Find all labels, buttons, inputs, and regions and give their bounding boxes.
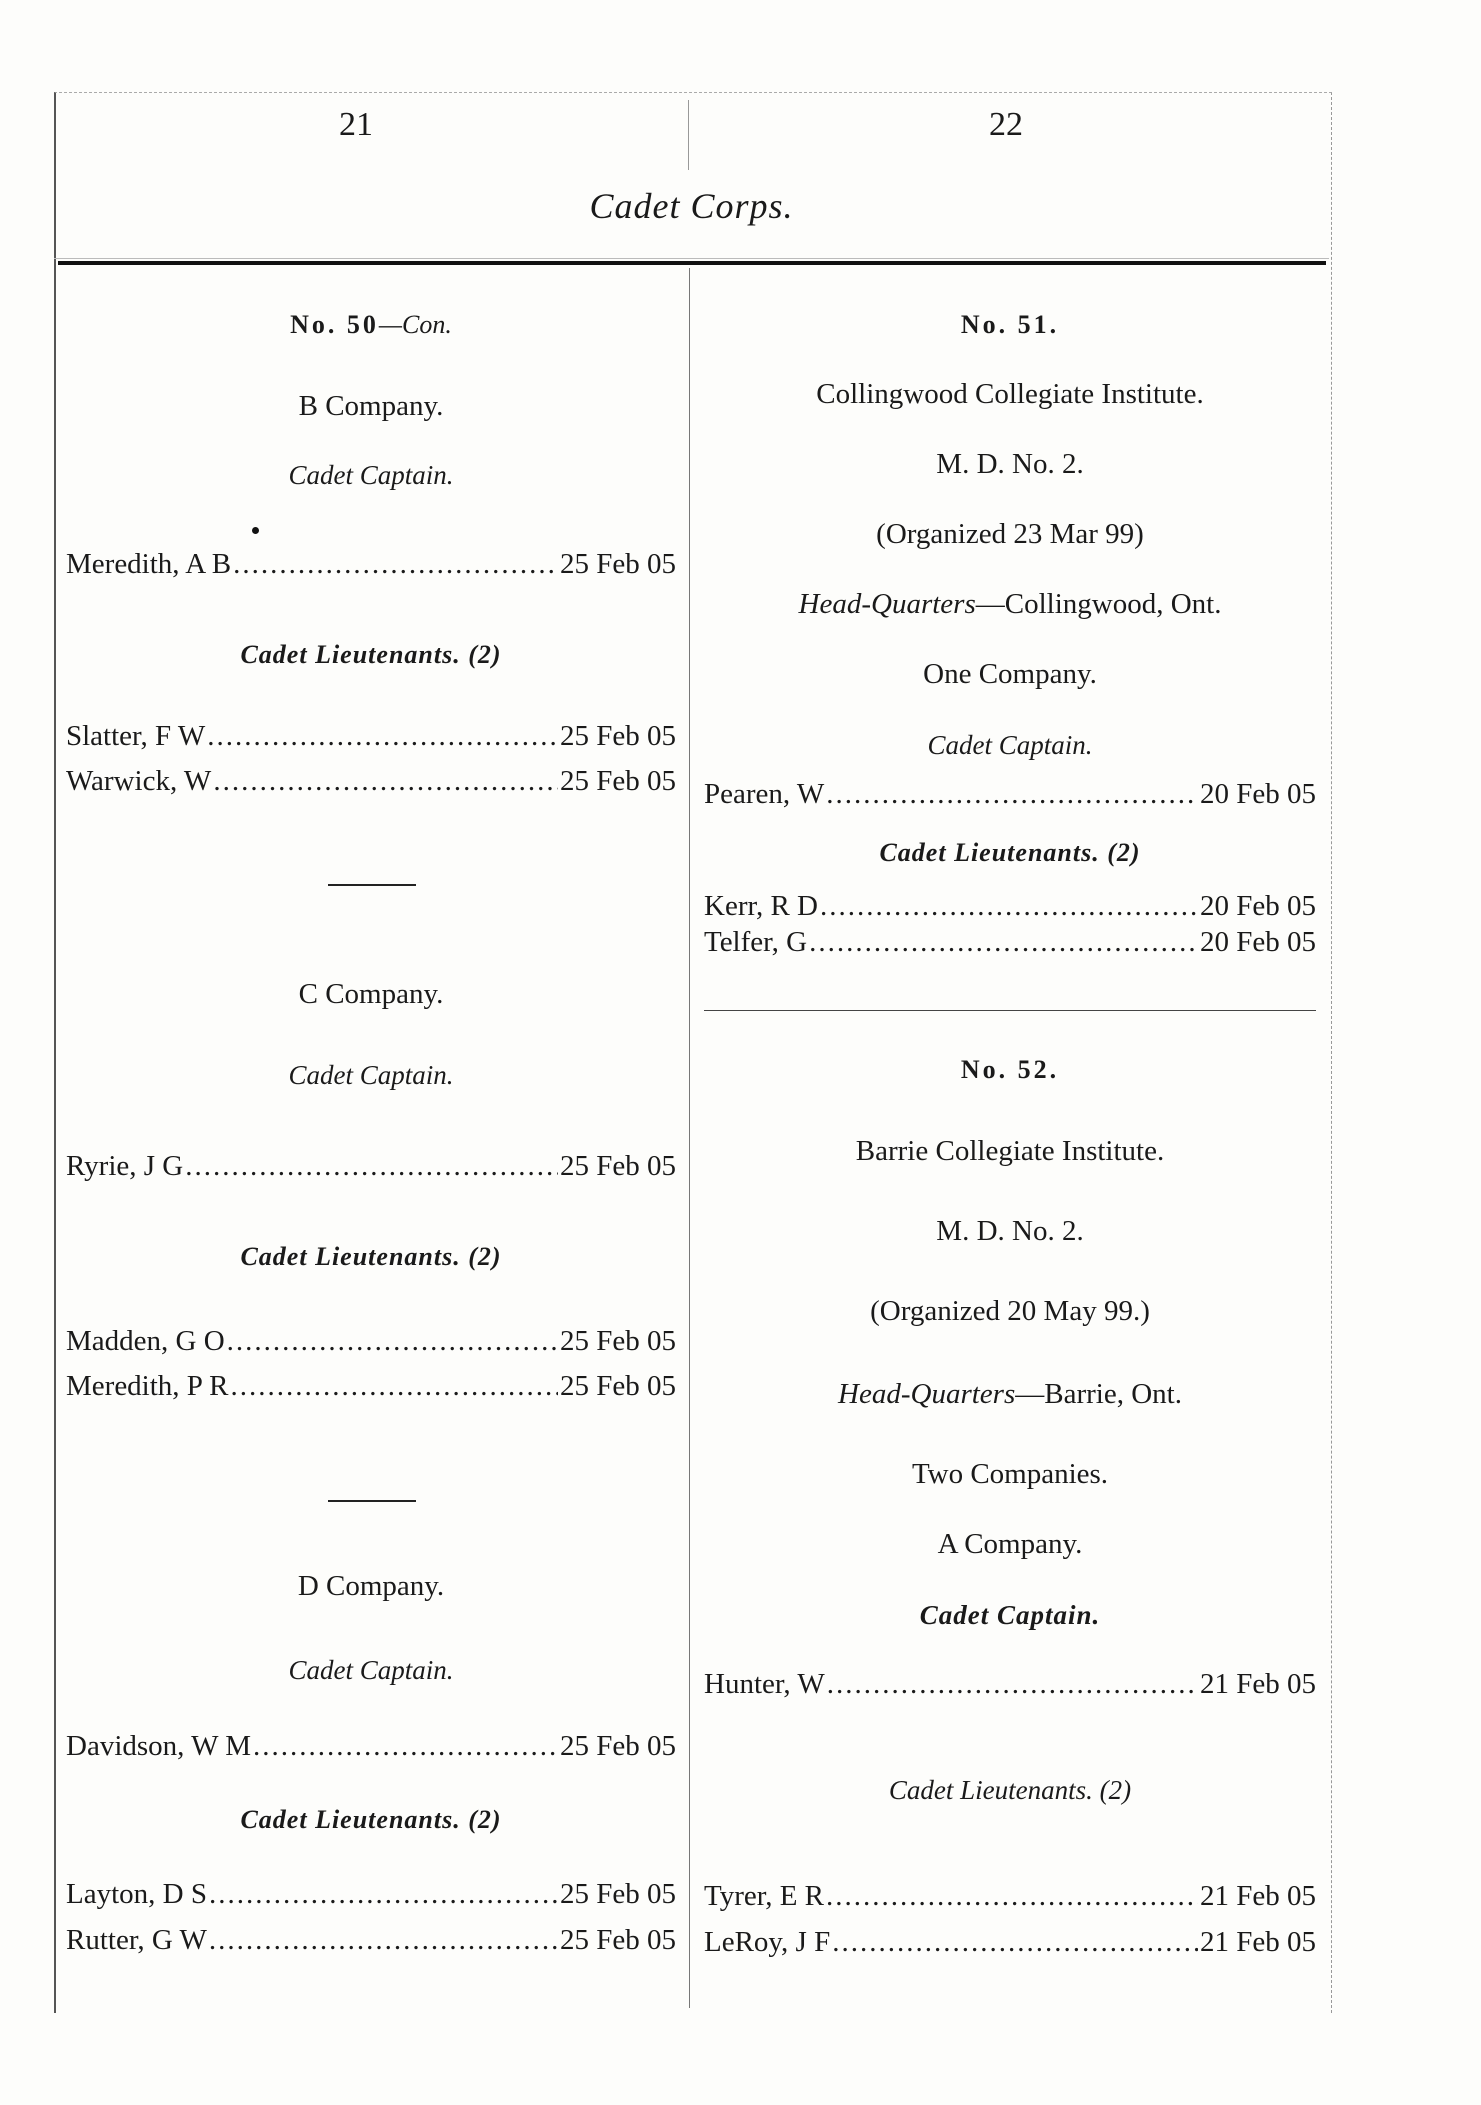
unit-52-lieutenants-heading: Cadet Lieutenants. (2) (888, 1775, 1132, 1805)
entry-name: LeRoy, J F (704, 1926, 831, 1958)
unit-52-companies: Two Companies. (911, 1458, 1109, 1490)
leader-dots (826, 778, 1198, 811)
unit-51-companies: One Company. (923, 658, 1097, 690)
entry-name: Kerr, R D (704, 890, 819, 922)
unit-52-headquarters (704, 1378, 1316, 1411)
entry-name: Hunter, W (704, 1668, 825, 1700)
entry-name: Tyrer, E R (704, 1880, 825, 1912)
unit-52-lieutenant-entry (704, 1880, 1316, 1913)
c-company-captain-entry (66, 1150, 676, 1183)
leader-dots (230, 1370, 558, 1403)
unit-number-heading (66, 310, 676, 340)
leader-dots (227, 1325, 558, 1358)
leader-dots (827, 1668, 1198, 1701)
unit-51-captain-entry (704, 778, 1316, 811)
d-company-lieutenants-heading: Cadet Lieutenants. (2) (240, 1805, 502, 1834)
c-company-lieutenants-heading: Cadet Lieutenants. (2) (240, 1242, 502, 1271)
entry-date: 25 Feb 05 (560, 1878, 676, 1910)
leader-dots (185, 1150, 558, 1183)
entry-name: Pearen, W (704, 778, 825, 810)
hq-label: Head-Quarters (798, 588, 976, 620)
unit-continued: —Con. (378, 310, 452, 339)
entry-date: 21 Feb 05 (1200, 1880, 1316, 1912)
leader-dots (209, 1878, 558, 1911)
unit-52-institution: Barrie Collegiate Institute. (855, 1135, 1165, 1167)
unit-51-headquarters (704, 588, 1316, 621)
entry-date: 25 Feb 05 (560, 548, 676, 580)
leader-dots (832, 1926, 1198, 1959)
unit-51-lieutenant-entry (704, 890, 1316, 923)
header-rule-thick (58, 261, 1326, 265)
unit-51-organized: (Organized 23 Mar 99) (876, 518, 1144, 550)
c-company-lieutenant-entry (66, 1325, 676, 1358)
unit-number: No. 50 (290, 310, 379, 339)
entry-name: Madden, G O (66, 1325, 225, 1357)
unit-51-lieutenants-heading: Cadet Lieutenants. (2) (879, 838, 1141, 867)
entry-name: Slatter, F W (66, 720, 206, 752)
page-number-left: 21 (339, 106, 373, 143)
header-rule-thin (54, 258, 1329, 259)
c-company-captain-heading: Cadet Captain. (288, 1060, 454, 1090)
leader-dots (809, 926, 1198, 959)
b-company-lieutenant-entry (66, 765, 676, 798)
entry-date: 21 Feb 05 (1200, 1926, 1316, 1958)
d-company-lieutenant-entry (66, 1924, 676, 1957)
entry-name: Warwick, W (66, 765, 212, 797)
leader-dots (820, 890, 1198, 923)
unit-51-captain-heading: Cadet Captain. (927, 730, 1093, 760)
entry-date: 20 Feb 05 (1200, 926, 1316, 958)
unit-51-lieutenant-entry (704, 926, 1316, 959)
entry-name: Meredith, A B (66, 548, 232, 580)
unit-51-number: No. 51. (960, 310, 1060, 339)
unit-52-number: No. 52. (960, 1055, 1060, 1084)
leader-dots (253, 1730, 558, 1763)
leader-dots (826, 1880, 1198, 1913)
d-company-lieutenant-entry (66, 1878, 676, 1911)
entry-name: Telfer, G (704, 926, 808, 958)
unit-52-captain-entry (704, 1668, 1316, 1701)
leader-dots (213, 765, 558, 798)
c-company-heading: C Company. (298, 978, 444, 1010)
unit-52-a-company: A Company. (937, 1528, 1083, 1560)
unit-52-lieutenant-entry (704, 1926, 1316, 1959)
page-number-row (54, 92, 1329, 172)
section-separator (328, 884, 416, 886)
hq-label: Head-Quarters (838, 1378, 1016, 1410)
page-title: Cadet Corps. (589, 186, 794, 226)
entry-name: Layton, D S (66, 1878, 207, 1910)
section-separator (328, 1500, 416, 1502)
entry-date: 25 Feb 05 (560, 1924, 676, 1956)
unit-51-district: M. D. No. 2. (936, 448, 1084, 480)
d-company-captain-heading: Cadet Captain. (288, 1655, 454, 1685)
hq-value: —Collingwood, Ont. (975, 588, 1222, 620)
entry-date: 25 Feb 05 (560, 1325, 676, 1357)
entry-date: 25 Feb 05 (560, 720, 676, 752)
entry-date: 21 Feb 05 (1200, 1668, 1316, 1700)
column-divider (689, 268, 690, 2008)
unit-separator (704, 1010, 1316, 1011)
entry-name: Davidson, W M (66, 1730, 252, 1762)
c-company-lieutenant-entry (66, 1370, 676, 1403)
d-company-captain-entry (66, 1730, 676, 1763)
ink-dot (252, 527, 259, 534)
b-company-captain-entry (66, 548, 676, 581)
unit-52-organized: (Organized 20 May 99.) (870, 1295, 1150, 1327)
entry-date: 20 Feb 05 (1200, 778, 1316, 810)
unit-52-captain-heading: Cadet Captain. (919, 1600, 1101, 1630)
unit-52-district: M. D. No. 2. (936, 1215, 1084, 1247)
entry-date: 25 Feb 05 (560, 1730, 676, 1762)
b-company-lieutenants-heading: Cadet Lieutenants. (2) (240, 640, 502, 669)
b-company-lieutenant-entry (66, 720, 676, 753)
leader-dots (207, 720, 558, 753)
entry-date: 20 Feb 05 (1200, 890, 1316, 922)
entry-name: Meredith, P R (66, 1370, 229, 1402)
hq-value: —Barrie, Ont. (1015, 1378, 1182, 1410)
leader-dots (233, 548, 558, 581)
entry-name: Rutter, G W (66, 1924, 207, 1956)
entry-date: 25 Feb 05 (560, 765, 676, 797)
page-number-divider (688, 100, 689, 170)
unit-51-institution: Collingwood Collegiate Institute. (816, 378, 1204, 410)
d-company-heading: D Company. (297, 1570, 445, 1602)
entry-name: Ryrie, J G (66, 1150, 184, 1182)
b-company-heading: B Company. (298, 390, 444, 422)
b-company-captain-heading: Cadet Captain. (288, 460, 454, 490)
entry-date: 25 Feb 05 (560, 1150, 676, 1182)
entry-date: 25 Feb 05 (560, 1370, 676, 1402)
page-number-right: 22 (989, 106, 1023, 143)
leader-dots (209, 1924, 558, 1957)
